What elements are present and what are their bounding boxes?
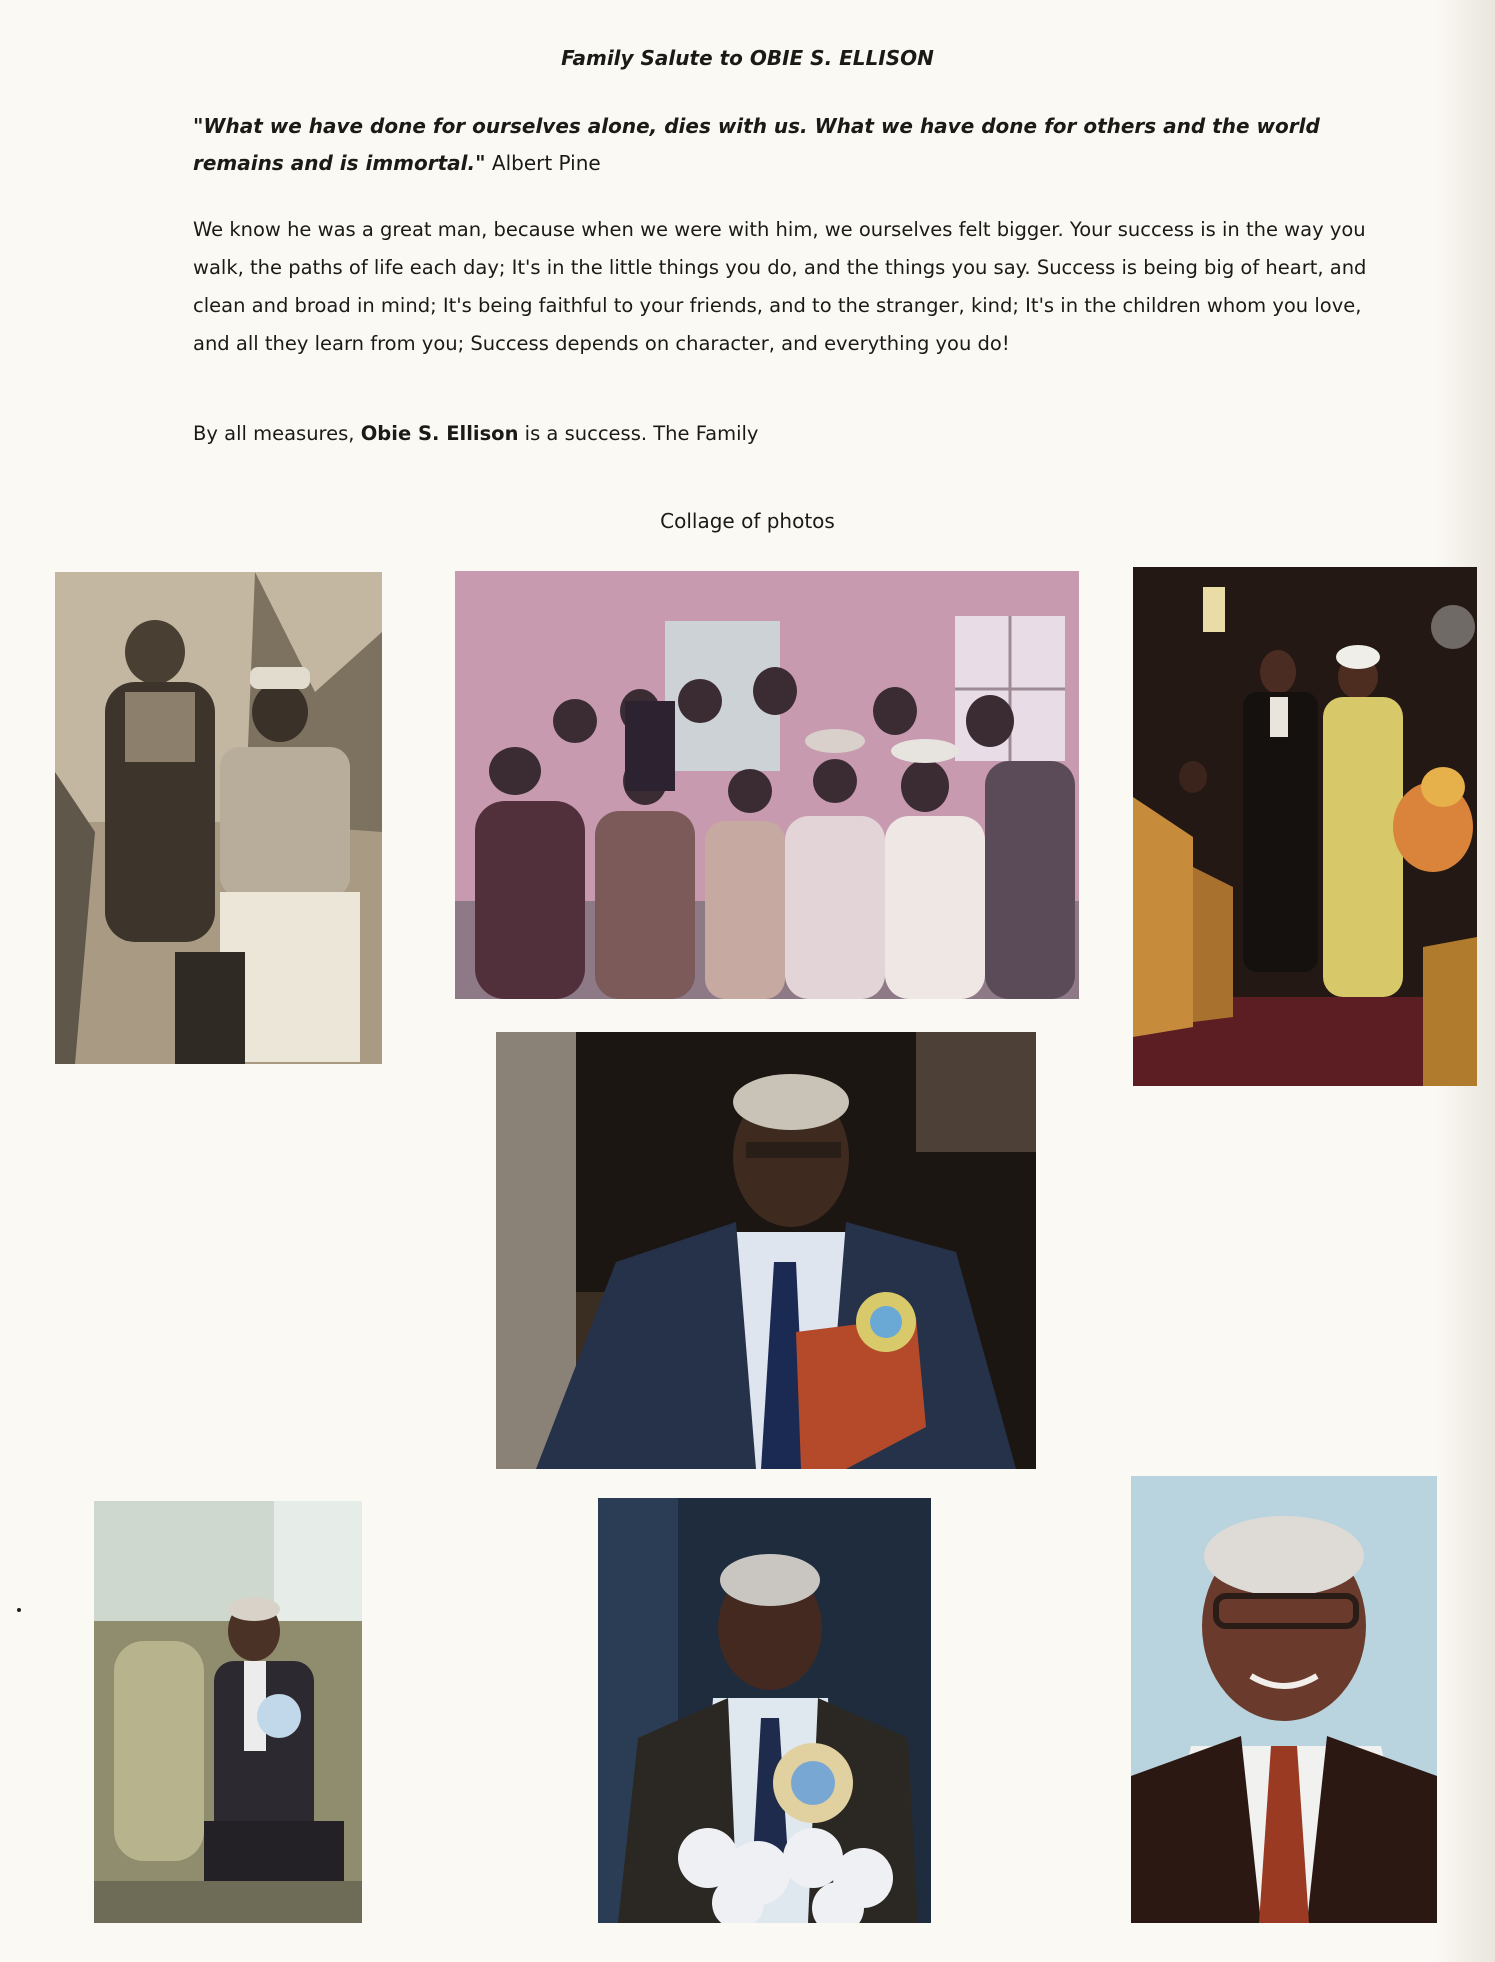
tribute-paragraph: We know he was a great man, because when we were with him, we ourselves felt bigger. Your success is in the way you walk, the paths of life each day; It's in the little things you do, and the things you say. Success is being big of heart, and clean and broad in mind; It's being faithful to your friends, and to the stranger, kind; It's in the children whom you love, and all they learn from you; Success depends on character, and everything you do! [193,218,1367,355]
collage-title: Collage of photos [660,509,835,533]
photo-with-flowers [598,1498,931,1923]
scan-speck [17,1608,21,1612]
photo-sepia-couple [55,572,382,1064]
photo-family-group [455,571,1079,999]
quote-text: "What we have done for ourselves alone, dies with us. What we have done for others and the world remains and is immortal." [193,114,1320,175]
closing-line [193,419,758,449]
photo-church-aisle [1133,567,1477,1086]
quote-author: Albert Pine [491,151,601,175]
closing-suffix: is a success. The Family [524,422,759,445]
closing-prefix: By all measures, [193,422,355,445]
page-title: Family Salute to OBIE S. ELLISON [561,46,934,70]
photo-seated-armchair [94,1501,362,1923]
photo-center-portrait [496,1032,1036,1469]
photo-smiling-portrait [1131,1476,1437,1923]
epigraph-quote [193,108,1343,182]
closing-name: Obie S. Ellison [360,422,519,445]
